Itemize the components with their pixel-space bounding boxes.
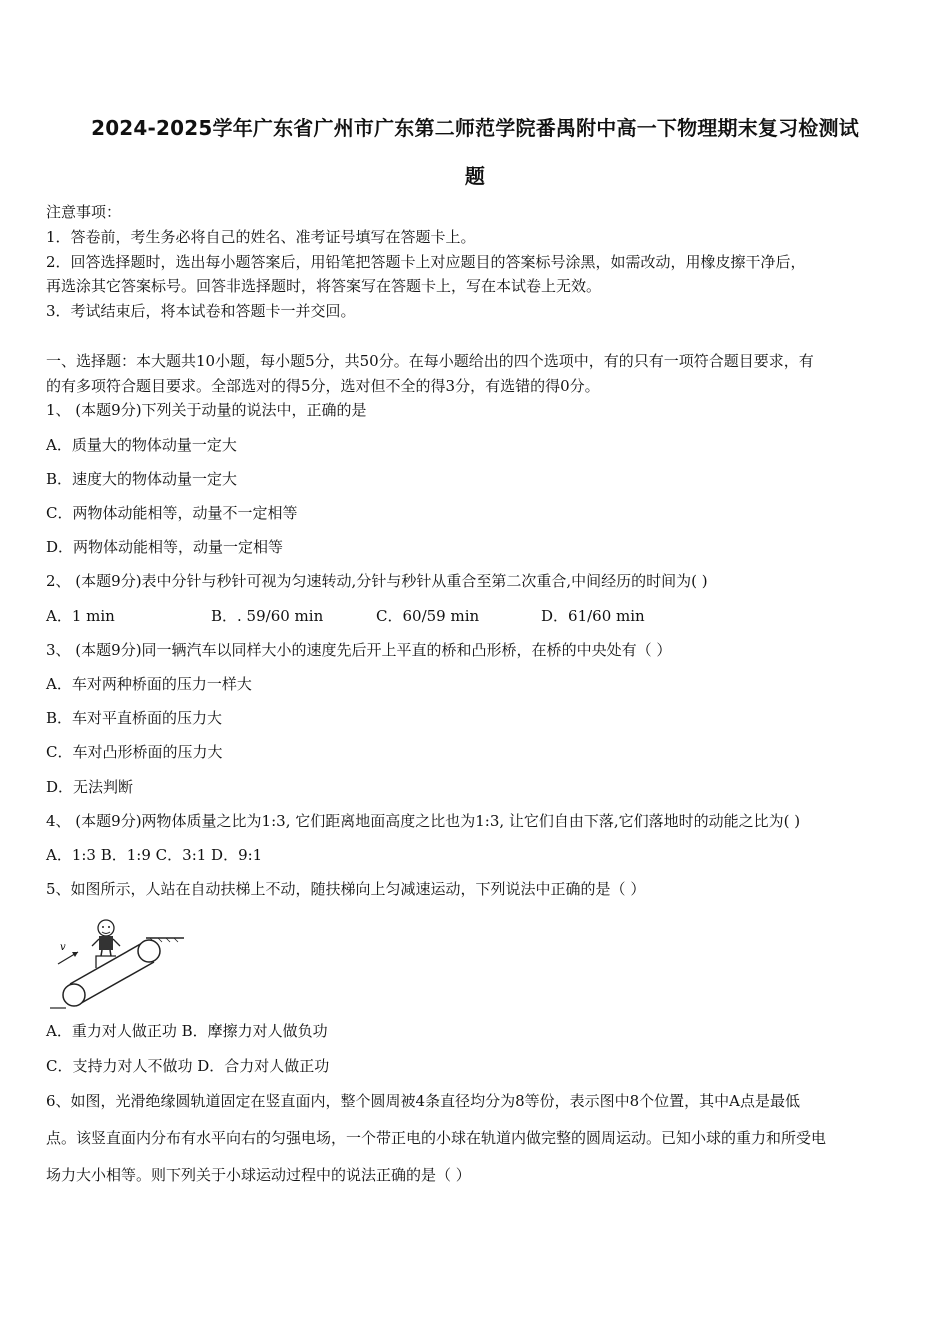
q1-option-d: D．两物体动能相等，动量一定相等 (46, 538, 284, 556)
q3-option-a: A．车对两种桥面的压力一样大 (46, 675, 252, 693)
escalator-figure (46, 908, 186, 1012)
q6-stem-line2: 点。该竖直面内分布有水平向右的匀强电场，一个带正电的小球在轨道内做完整的圆周运动。已知小球的重力和所受电 (46, 1129, 827, 1147)
q2-option-d: D．61/60 min (541, 607, 645, 625)
q1-option-a: A．质量大的物体动量一定大 (46, 436, 237, 454)
escalator-step (96, 956, 116, 968)
q6-stem-line3: 场力大小相等。则下列关于小球运动过程中的说法正确的是（ ） (46, 1166, 471, 1184)
upper-roller (138, 940, 160, 962)
q4-options: A．1:3 B．1:9 C．3:1 D．9:1 (46, 846, 263, 864)
q2-option-c: C．60/59 min (376, 607, 480, 625)
q2-stem: 2、 (本题9分)表中分针与秒针可视为匀速转动,分针与秒针从重合至第二次重合,中间经历的时间为( ) (46, 572, 708, 590)
q5-stem: 5、如图所示，人站在自动扶梯上不动，随扶梯向上匀减速运动，下列说法中正确的是（ ） (46, 880, 646, 898)
q2-options (46, 606, 645, 626)
q1-stem: 1、 (本题9分)下列关于动量的说法中，正确的是 (46, 401, 367, 419)
escalator-belt-bottom (76, 962, 154, 1006)
q1-option-c: C．两物体动能相等，动量不一定相等 (46, 504, 298, 522)
section-instructions-line2: 的有多项符合题目要求。全部选对的得5分，选对但不全的得3分，有选错的得0分。 (46, 377, 600, 395)
q3-option-c: C．车对凸形桥面的压力大 (46, 743, 223, 761)
note-2a: 2．回答选择题时，选出每小题答案后，用铅笔把答题卡上对应题目的答案标号涂黑，如需改动，用橡皮擦干净后， (46, 253, 806, 271)
q1-option-b: B．速度大的物体动量一定大 (46, 470, 238, 488)
q3-stem: 3、 (本题9分)同一辆汽车以同样大小的速度先后开上平直的桥和凸形桥，在桥的中央处有（ ） (46, 641, 672, 659)
q5-options-row2: C．支持力对人不做功 D．合力对人做正功 (46, 1057, 330, 1075)
note-2b: 再选涂其它答案标号。回答非选择题时，将答案写在答题卡上，写在本试卷上无效。 (46, 277, 602, 295)
q4-stem: 4、 (本题9分)两物体质量之比为1:3, 它们距离地面高度之比也为1:3, 让它们自由下落,它们落地时的动能之比为( ) (46, 812, 801, 830)
velocity-label: v (60, 942, 66, 953)
lower-roller (63, 984, 85, 1006)
q6-stem-line1: 6、如图，光滑绝缘圆轨道固定在竖直面内，整个圆周被4条直径均分为8等份，表示图中8个位置，其中A点是最低 (46, 1092, 801, 1110)
q5-options-row1: A．重力对人做正功 B．摩擦力对人做负功 (46, 1022, 328, 1040)
note-1: 1．答卷前，考生务必将自己的姓名、准考证号填写在答题卡上。 (46, 228, 476, 246)
q2-option-b: B．. 59/60 min (211, 607, 324, 625)
note-3: 3．考试结束后，将本试卷和答题卡一并交回。 (46, 302, 356, 320)
q2-option-a: A．1 min (46, 607, 115, 625)
q3-option-b: B．车对平直桥面的压力大 (46, 709, 223, 727)
document-title-line1: 2024-2025学年广东省广州市广东第二师范学院番禺附中高一下物理期末复习检测试 (91, 116, 859, 140)
q3-option-d: D．无法判断 (46, 778, 134, 796)
person-body (99, 936, 113, 950)
document-title-line2: 题 (464, 164, 486, 188)
section-instructions-line1: 一、选择题：本大题共10小题，每小题5分，共50分。在每小题给出的四个选项中，有的只有一项符合题目要求，有 (46, 352, 814, 370)
notes-heading: 注意事项： (46, 203, 122, 221)
